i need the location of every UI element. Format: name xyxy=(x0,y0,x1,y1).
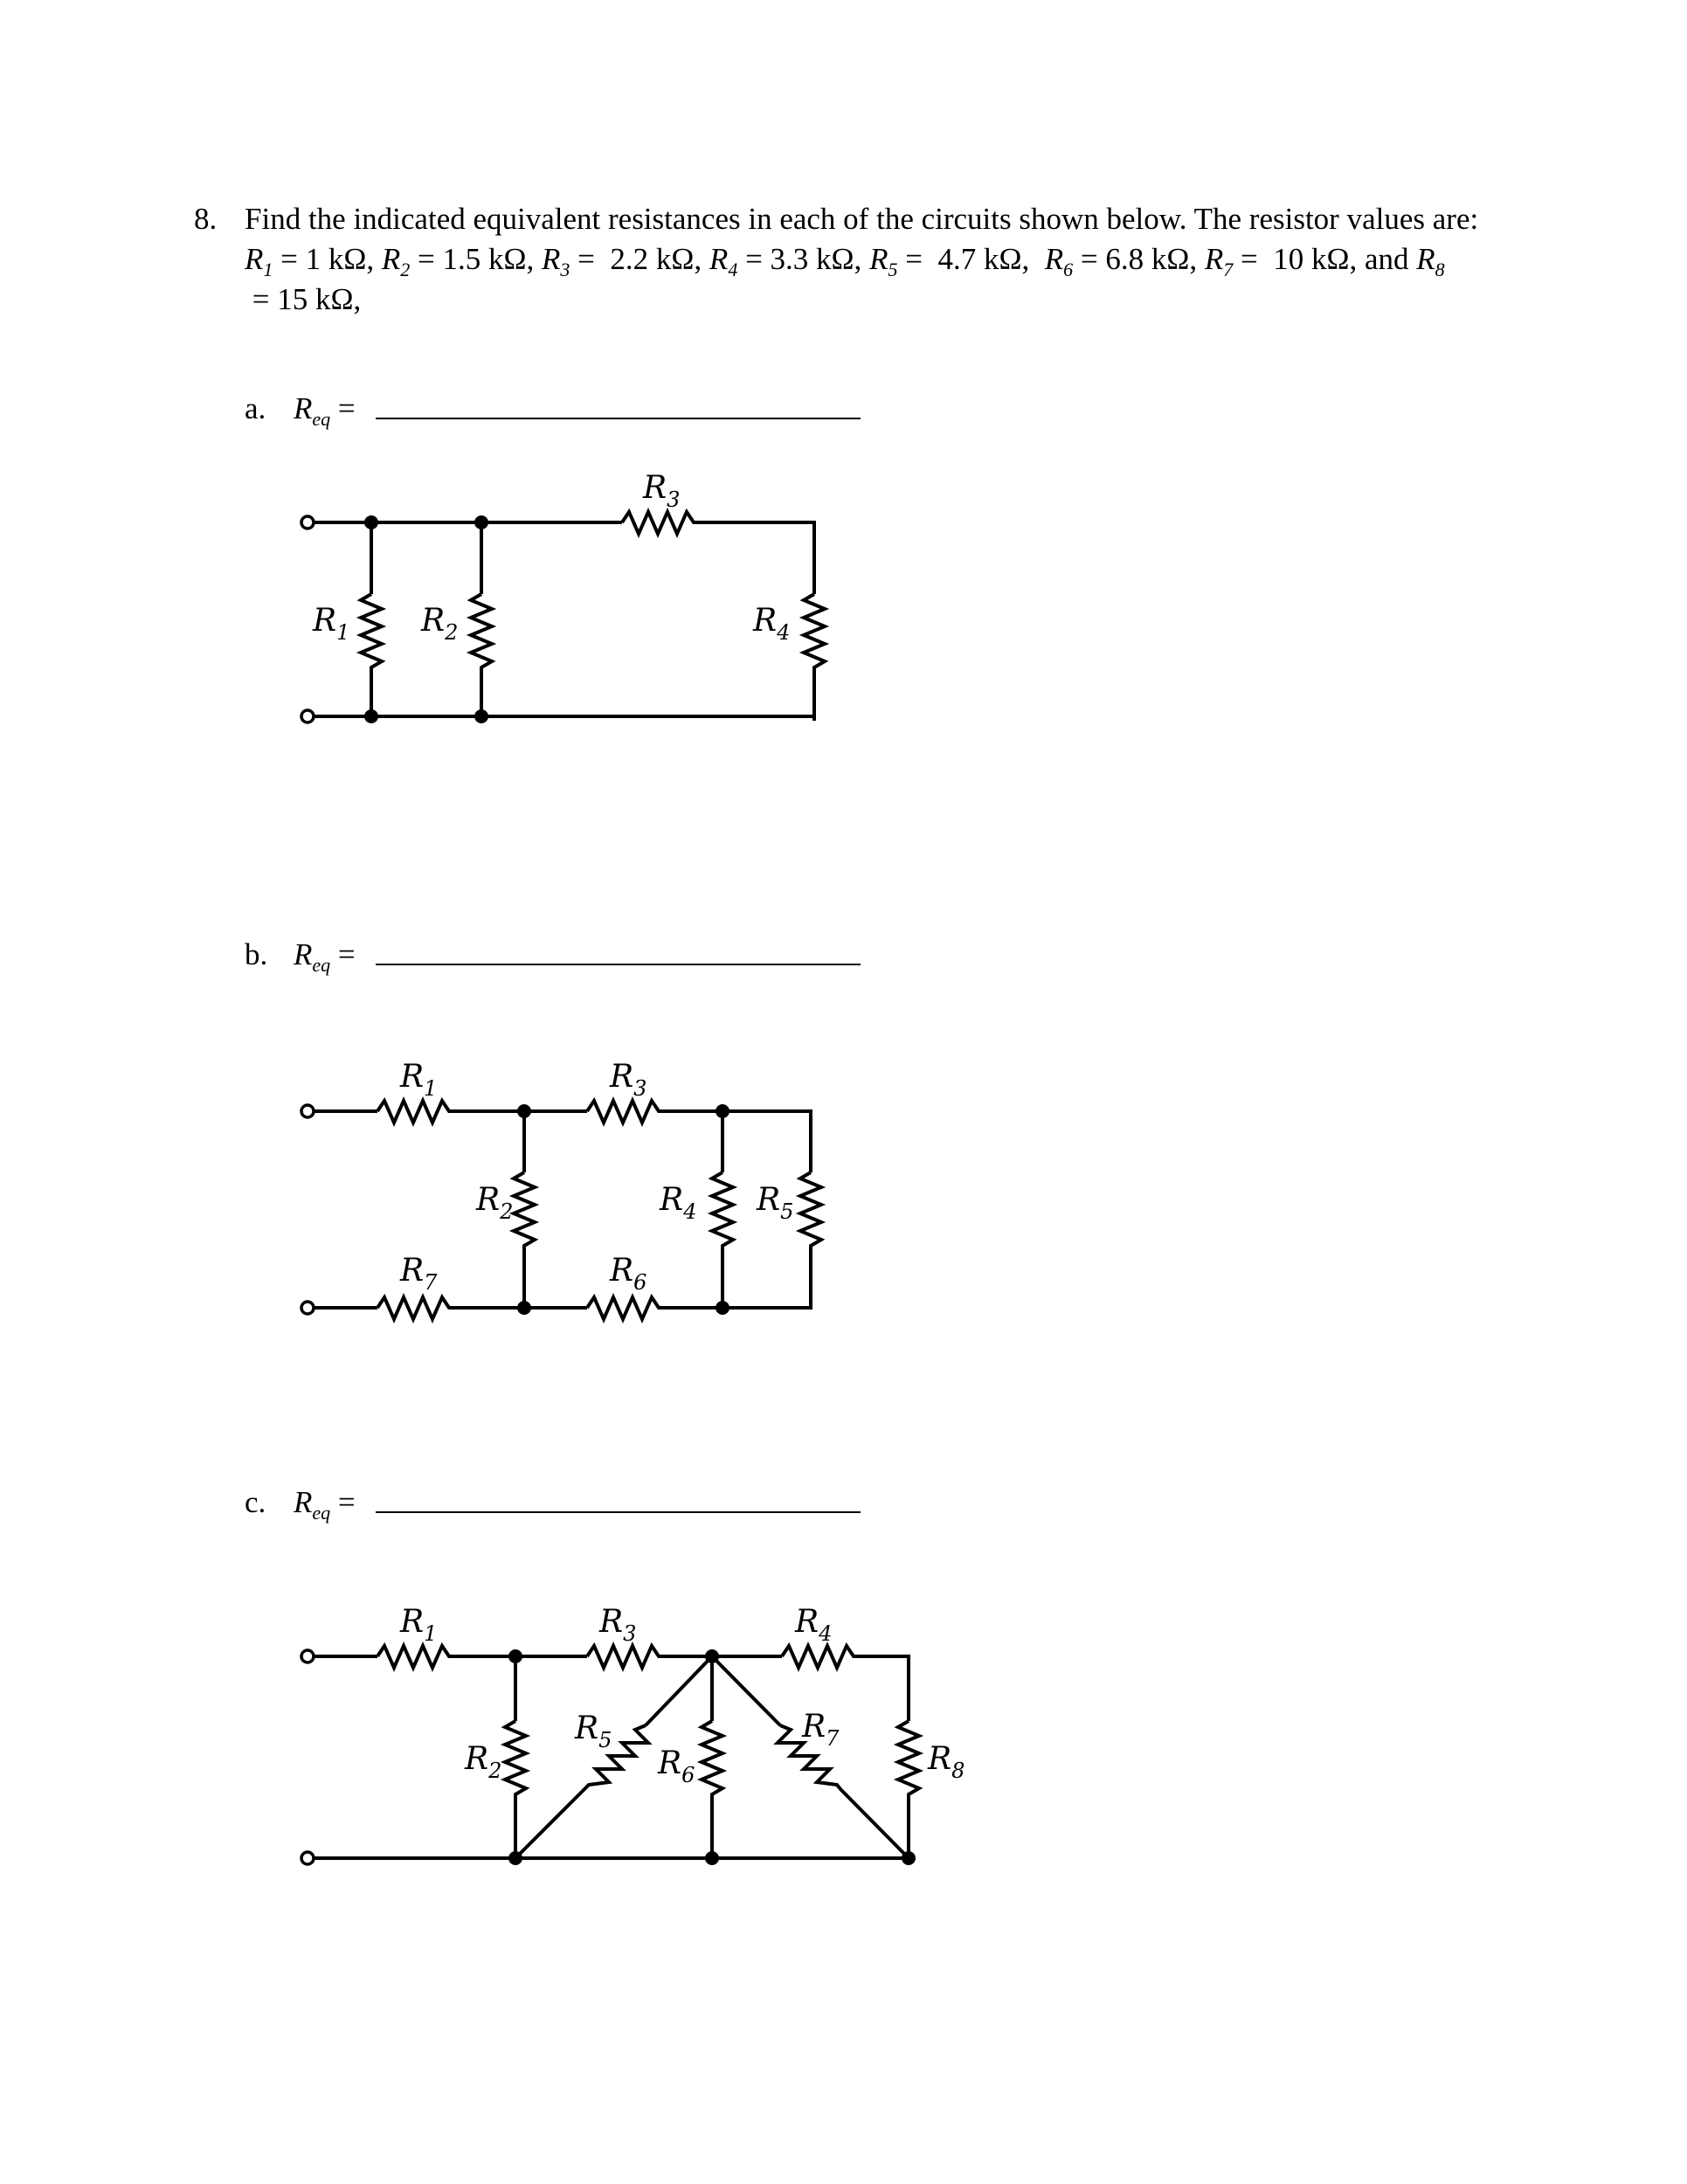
resistor-r6 xyxy=(702,1721,723,1800)
resistor-value: = 2.2 kΩ, xyxy=(570,242,709,276)
equals-sign: = xyxy=(330,937,356,971)
node-dot xyxy=(474,709,488,723)
terminal-bottom xyxy=(301,1302,314,1314)
resistor-r4 xyxy=(712,1172,733,1251)
resistor-value: = 4.7 kΩ, xyxy=(897,242,1045,276)
resistor-value: = 1.5 kΩ, xyxy=(410,242,543,276)
circuit-a-wires xyxy=(315,522,814,721)
equals-sign: = xyxy=(330,391,356,425)
label-r4: $R_4$ xyxy=(795,1604,833,1646)
node-dot xyxy=(517,1104,531,1118)
problem-intro: Find the indicated equivalent resistances in each of the circuits shown below. The resistor values are: xyxy=(245,202,1479,236)
answer-blank-c[interactable] xyxy=(376,1511,861,1513)
resistor-subscript: 4 xyxy=(728,259,738,280)
resistor-r1 xyxy=(361,594,382,673)
req-subscript: eq xyxy=(312,954,331,976)
resistor-value: = 6.8 kΩ, xyxy=(1073,242,1205,276)
resistor-symbol: $R_1$ xyxy=(245,242,273,280)
resistor-symbol: $R_4$ xyxy=(709,242,738,280)
resistor-r8 xyxy=(898,1721,919,1800)
label-r7: $R_7$ xyxy=(802,1709,840,1751)
label-r3: $R_3$ xyxy=(643,470,681,512)
label-r1: $R_1$ xyxy=(400,1059,438,1101)
resistor-symbol: $R_6$ xyxy=(1044,242,1074,280)
label-r2: $R_2$ xyxy=(421,603,459,645)
answer-blank-b[interactable] xyxy=(376,964,861,965)
node-dot xyxy=(474,515,488,529)
resistor-value: = 15 kΩ, xyxy=(245,282,362,316)
resistor-r3 xyxy=(587,1101,664,1123)
resistor-subscript: 7 xyxy=(1223,259,1234,280)
resistor-value: = 3.3 kΩ, xyxy=(737,242,870,276)
resistor-r2 xyxy=(505,1721,526,1800)
req-symbol: R xyxy=(294,391,313,425)
resistor-symbol: $R_2$ xyxy=(381,242,411,280)
node-dot xyxy=(364,709,378,723)
resistor-r5 xyxy=(800,1172,821,1251)
label-r2: $R_2$ xyxy=(465,1741,502,1783)
resistor-r1 xyxy=(377,1101,454,1123)
resistor-r4 xyxy=(804,594,825,673)
node-dot xyxy=(508,1851,522,1865)
problem-number: 8. xyxy=(194,202,218,236)
resistor-r3 xyxy=(622,512,699,534)
label-r4: $R_4$ xyxy=(753,603,791,645)
resistor-subscript: 5 xyxy=(888,259,898,280)
resistor-values xyxy=(245,242,1445,316)
label-r5: $R_5$ xyxy=(575,1711,612,1752)
part-a-label xyxy=(245,391,356,430)
resistor-subscript: 1 xyxy=(263,259,273,280)
problem-text xyxy=(245,199,1503,320)
part-letter: a. xyxy=(245,391,266,425)
resistor-subscript: 8 xyxy=(1435,259,1445,280)
resistor-symbol: $R_3$ xyxy=(542,242,570,280)
resistor-r2 xyxy=(471,594,492,673)
terminal-top xyxy=(301,516,314,529)
resistor-symbol: $R_8$ xyxy=(1416,242,1445,280)
label-r3: $R_3$ xyxy=(599,1604,637,1646)
label-r6: $R_6$ xyxy=(658,1745,695,1787)
circuit-b-wires xyxy=(315,1111,811,1308)
resistor-subscript: 6 xyxy=(1063,259,1074,280)
label-r4: $R_4$ xyxy=(660,1182,697,1224)
label-r1: $R_1$ xyxy=(313,603,350,645)
terminal-bottom xyxy=(301,710,314,722)
label-r8: $R_8$ xyxy=(928,1741,965,1783)
resistor-value: = 1 kΩ, xyxy=(273,242,382,276)
req-subscript: eq xyxy=(312,1502,331,1524)
resistor-r4 xyxy=(782,1646,859,1668)
answer-blank-a[interactable] xyxy=(376,418,861,419)
node-dot xyxy=(902,1851,916,1865)
terminal-bottom xyxy=(301,1852,314,1864)
node-dot xyxy=(517,1301,531,1315)
label-r5: $R_5$ xyxy=(757,1182,794,1224)
resistor-subscript: 2 xyxy=(400,259,411,280)
resistor-r2 xyxy=(514,1172,535,1251)
node-dot xyxy=(716,1301,729,1315)
part-b-label xyxy=(245,937,356,976)
resistor-symbol: $R_7$ xyxy=(1204,242,1234,280)
circuit-b xyxy=(0,1048,1687,1345)
circuit-c xyxy=(0,1590,1687,1887)
terminal-top xyxy=(301,1105,314,1117)
node-dot xyxy=(705,1851,719,1865)
equals-sign: = xyxy=(330,1485,356,1519)
circuit-a xyxy=(0,472,1687,751)
label-r1: $R_1$ xyxy=(400,1604,438,1646)
req-symbol: R xyxy=(294,1485,313,1519)
req-symbol: R xyxy=(294,937,313,971)
terminal-top xyxy=(301,1650,314,1662)
part-letter: b. xyxy=(245,937,268,971)
resistor-r3 xyxy=(587,1646,664,1668)
label-r3: $R_3$ xyxy=(610,1059,647,1101)
resistor-r7 xyxy=(377,1297,454,1319)
label-r7: $R_7$ xyxy=(400,1253,438,1295)
req-subscript: eq xyxy=(312,408,331,430)
node-dot xyxy=(716,1104,729,1118)
part-c-label xyxy=(245,1485,356,1524)
resistor-subscript: 3 xyxy=(560,259,570,280)
resistor-r1 xyxy=(377,1646,454,1668)
node-dot xyxy=(508,1649,522,1663)
node-dot xyxy=(364,515,378,529)
resistor-value: = 10 kΩ, and xyxy=(1233,242,1417,276)
label-r6: $R_6$ xyxy=(610,1253,647,1295)
resistor-symbol: $R_5$ xyxy=(869,242,898,280)
label-r2: $R_2$ xyxy=(476,1182,514,1224)
part-letter: c. xyxy=(245,1485,266,1519)
resistor-r6 xyxy=(587,1297,664,1319)
node-dot xyxy=(705,1649,719,1663)
